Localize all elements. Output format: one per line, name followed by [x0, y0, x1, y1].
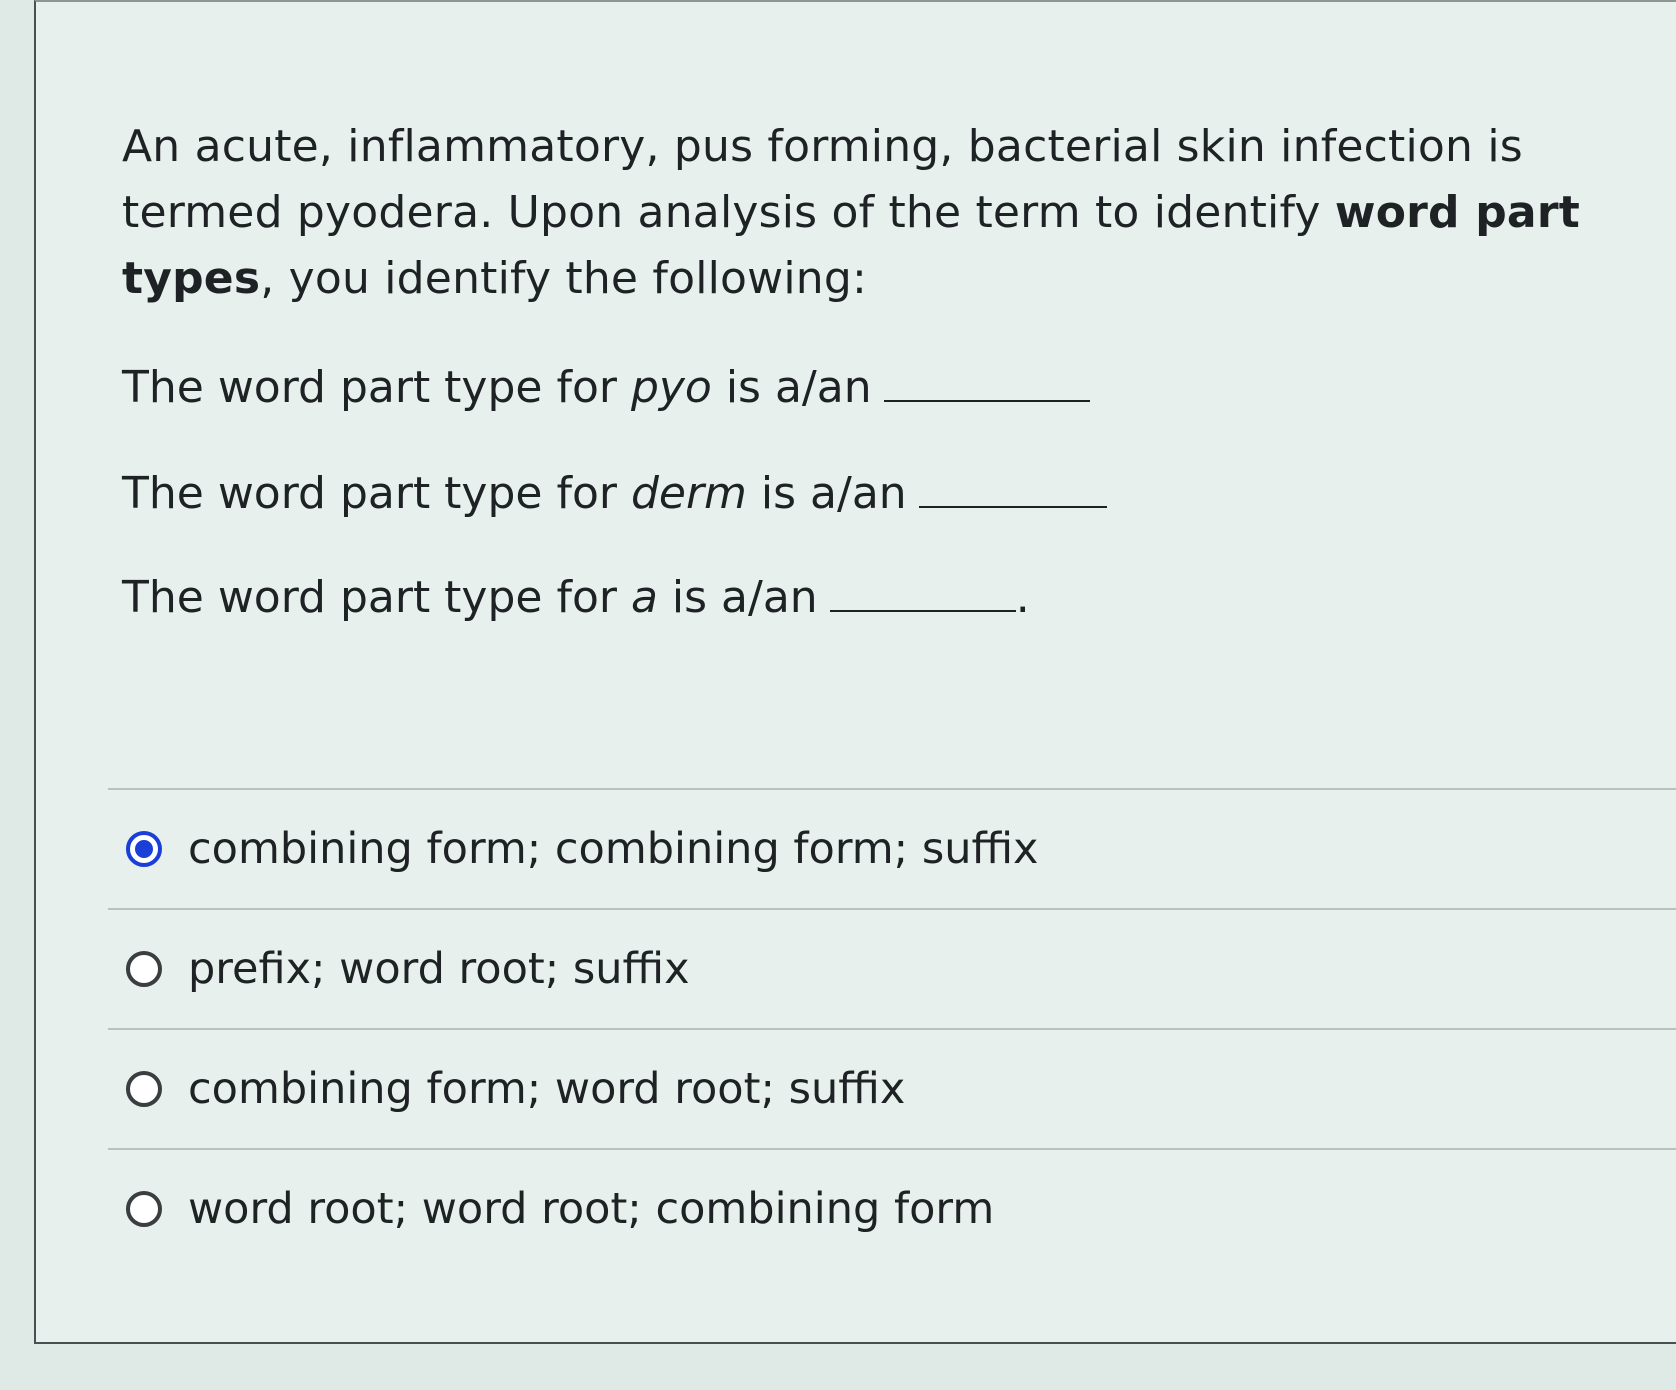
answer-blank — [919, 476, 1107, 508]
answer-option-3[interactable] — [108, 1030, 1676, 1148]
option-label: combining form; combining form; suffix — [188, 824, 1039, 874]
option-label: combining form; word root; suffix — [188, 1064, 906, 1114]
answer-option-1[interactable] — [108, 790, 1676, 908]
line-suffix: is a/an — [746, 468, 907, 519]
fill-in-line-3 — [122, 568, 1030, 628]
radio-empty-icon[interactable] — [126, 1071, 162, 1107]
answer-options — [108, 788, 1676, 1268]
option-label: prefix; word root; suffix — [188, 944, 690, 994]
prompt-text-end: , you identify the following: — [260, 253, 868, 304]
answer-option-2[interactable] — [108, 910, 1676, 1028]
answer-blank — [884, 370, 1090, 402]
radio-empty-icon[interactable] — [126, 951, 162, 987]
fill-in-line-1 — [122, 358, 1090, 418]
radio-dot — [135, 840, 153, 858]
line-prefix: The word part type for — [122, 572, 631, 623]
line-prefix: The word part type for — [122, 468, 631, 519]
line-end: . — [1015, 572, 1030, 623]
question-prompt — [122, 114, 1622, 312]
line-term: pyo — [630, 362, 712, 413]
option-label: word root; word root; combining form — [188, 1184, 995, 1234]
answer-option-4[interactable] — [108, 1150, 1676, 1268]
line-term: derm — [630, 468, 747, 519]
prompt-bold-text: word part types — [122, 187, 1580, 304]
fill-in-line-2 — [122, 464, 1107, 524]
line-prefix: The word part type for — [122, 362, 631, 413]
line-term: a — [630, 572, 658, 623]
line-suffix: is a/an — [657, 572, 818, 623]
radio-empty-icon[interactable] — [126, 1191, 162, 1227]
question-card — [34, 0, 1676, 1344]
prompt-text: An acute, inflammatory, pus forming, bacterial skin infection is termed pyodera. Upon analysis of the term to identify — [122, 121, 1523, 238]
answer-blank — [830, 580, 1016, 612]
radio-selected-icon[interactable] — [126, 831, 162, 867]
line-suffix: is a/an — [711, 362, 872, 413]
